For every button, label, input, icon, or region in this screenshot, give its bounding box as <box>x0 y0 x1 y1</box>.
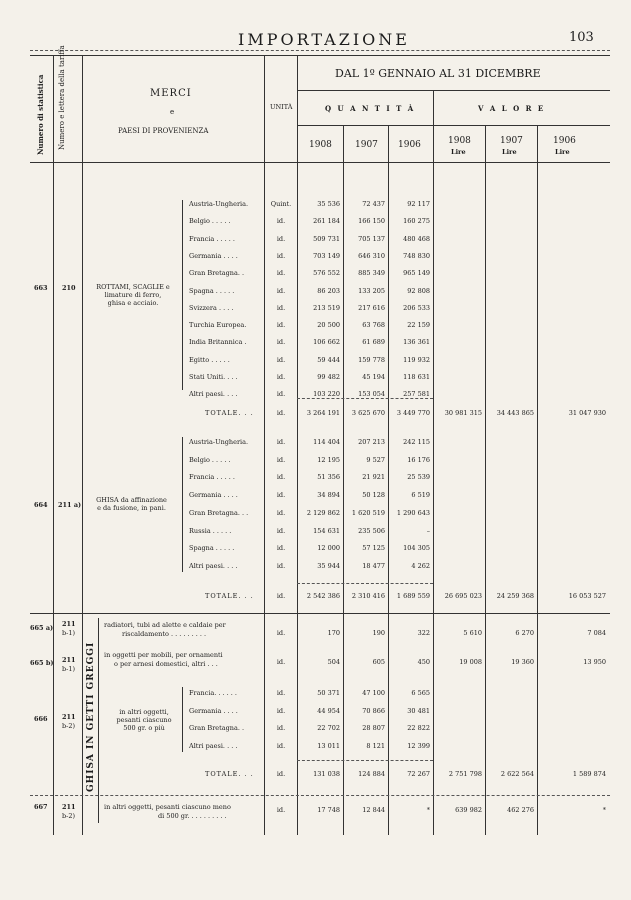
country-name: Egitto . . . . . <box>189 355 230 364</box>
desc-line: GHISA da affinazione <box>96 496 167 504</box>
total-q1906: 72 267 <box>407 770 430 778</box>
qty-1906: 748 830 <box>403 251 430 260</box>
country-name: Francia . . . . . <box>189 234 235 243</box>
unit-cell: id. <box>276 251 286 260</box>
qty-1907: 235 506 <box>358 526 385 535</box>
qty-1906: 6 519 <box>411 491 430 500</box>
unit-cell: id. <box>276 629 286 637</box>
value-q1907: 190 <box>372 629 385 637</box>
col-rule <box>343 125 344 835</box>
unit-cell: id. <box>276 455 286 464</box>
lire-label: Lire <box>555 148 570 156</box>
unit-cell: id. <box>276 491 286 500</box>
unit-cell: id. <box>276 269 286 278</box>
qty-1907: 45 194 <box>362 373 385 381</box>
year-q-1907: 1907 <box>355 140 378 150</box>
qty-1907: 217 616 <box>358 303 385 312</box>
brace <box>182 200 183 390</box>
page-number: 103 <box>569 30 594 45</box>
header-rule <box>30 50 610 51</box>
year-v-1906: 1906 <box>553 136 576 146</box>
unit-cell: id. <box>276 355 286 364</box>
country-name: Francia. . . . . . <box>189 689 238 697</box>
desc-line: riscaldamento . . . . . . . . . <box>122 630 207 638</box>
qty-1908: 576 552 <box>313 269 340 278</box>
qty-1906: 965 149 <box>403 269 430 278</box>
country-name: Belgio . . . . . <box>189 455 231 464</box>
desc-line: o per arnesi domestici, altri . . . <box>114 660 218 668</box>
subtotal-rule <box>297 760 433 761</box>
qty-1906: 160 275 <box>403 217 430 226</box>
unit-cell: id. <box>276 658 286 666</box>
qty-1908: 103 220 <box>313 390 340 399</box>
qty-1907: 646 310 <box>358 251 385 260</box>
goods-desc <box>104 803 231 821</box>
qty-1907: 159 778 <box>358 355 385 364</box>
value-q1908: 170 <box>327 629 340 637</box>
total-label: TOTALE. . . <box>205 770 254 778</box>
goods-desc <box>104 621 226 639</box>
col-unit: UNITÀ <box>270 103 293 111</box>
stat-number: 663 <box>34 284 48 292</box>
value-q1907: 605 <box>372 658 385 666</box>
qty-1906: 118 631 <box>403 373 430 381</box>
qty-1906: 480 468 <box>403 234 430 243</box>
qty-1906: 92 117 <box>407 200 430 208</box>
qty-1906: 257 581 <box>403 390 430 399</box>
qty-1907: 61 689 <box>362 338 385 347</box>
desc-line: pesanti ciascuno <box>116 716 172 724</box>
ghisa-vertical-label: GHISA IN GETTI GREGGI <box>86 641 96 792</box>
value-v1908: 19 008 <box>459 658 482 666</box>
tariff-number: 211 a) <box>58 501 82 509</box>
year-q-1908: 1908 <box>309 140 332 150</box>
qty-1908: 35 944 <box>317 561 340 570</box>
period-rule <box>297 90 610 91</box>
qty-1908: 509 731 <box>313 234 340 243</box>
tariff-number: 211 <box>62 656 76 664</box>
total-q1906: 1 689 559 <box>396 592 430 600</box>
country-name: India Britannica . <box>189 338 247 347</box>
country-name: Gran Bretagna. . <box>189 269 245 278</box>
country-name: Germania . . . . <box>189 251 238 260</box>
qty-1907: 47 100 <box>362 689 385 697</box>
desc-line: ROTTAMI, SCAGLIE e <box>96 283 170 291</box>
unit-cell: id. <box>276 321 286 330</box>
qty-1908: 261 184 <box>313 217 340 226</box>
value-q1908: 17 748 <box>317 806 340 814</box>
goods-desc <box>104 651 223 669</box>
qty-1906: 242 115 <box>403 438 430 446</box>
qty-1906: 30 481 <box>407 706 430 715</box>
total-label: TOTALE. . . <box>205 409 254 417</box>
country-name: Svizzera . . . . <box>189 303 234 312</box>
value-v1906: * <box>602 806 606 814</box>
qty-1907: 133 205 <box>358 286 385 295</box>
unit-cell: id. <box>276 409 286 417</box>
desc-line: radiatori, tubi ad alette e caldaie per <box>104 621 226 629</box>
unit-cell: id. <box>276 390 286 399</box>
unit-cell: id. <box>276 438 286 446</box>
country-name: Gran Bretagna. . <box>189 724 245 733</box>
country-name: Stati Uniti. . . . <box>189 373 238 381</box>
qty-1908: 213 519 <box>313 303 340 312</box>
col-rule <box>53 55 54 835</box>
desc-line: ghisa e acciaio. <box>107 299 159 307</box>
tariff-letter: b-2) <box>62 722 76 730</box>
goods-desc <box>88 283 178 307</box>
desc-line: 500 gr. o più <box>123 724 165 732</box>
year-q-1906: 1906 <box>398 140 421 150</box>
total-label: TOTALE. . . <box>205 592 254 600</box>
value-v1907: 19 360 <box>511 658 534 666</box>
country-name: Spagna . . . . . <box>189 544 235 553</box>
col-goods-e: e <box>170 108 175 116</box>
value-v1907: 462 276 <box>507 806 534 814</box>
total-v1908: 26 695 023 <box>444 592 482 600</box>
qty-1908: 50 371 <box>317 689 340 697</box>
qty-1908: 51 356 <box>317 473 340 482</box>
qty-1906: 92 808 <box>407 286 430 295</box>
value-q1907: 12 844 <box>362 806 385 814</box>
value-v1907: 6 270 <box>515 629 534 637</box>
qty-1906: 206 533 <box>403 303 430 312</box>
tariff-letter: b-2) <box>62 812 76 820</box>
total-v1908: 30 981 315 <box>444 409 482 417</box>
qty-1906: 104 305 <box>403 544 430 553</box>
unit-cell: id. <box>276 770 286 778</box>
qty-1907: 70 866 <box>362 706 385 715</box>
unit-cell: id. <box>276 544 286 553</box>
qty-1908: 703 149 <box>313 251 340 260</box>
desc-line: in altri oggetti, <box>119 708 169 716</box>
qty-1907: 885 349 <box>358 269 385 278</box>
desc-line: di 500 gr. . . . . . . . . . <box>158 812 227 820</box>
qty-1907: 153 054 <box>358 390 385 399</box>
tariff-number: 211 <box>62 620 76 628</box>
qty-1907: 72 437 <box>362 200 385 208</box>
qty-1906: 119 932 <box>403 355 430 364</box>
qty-1907: 9 527 <box>366 455 385 464</box>
qty-1908: 12 195 <box>317 455 340 464</box>
table-top-rule <box>30 55 610 56</box>
unit-cell: id. <box>276 303 286 312</box>
subtotal-rule <box>297 583 433 584</box>
quantity-label: Q U A N T I T À <box>325 104 416 113</box>
stat-number: 665 b) <box>30 659 54 667</box>
qty-1908: 13 011 <box>317 742 340 751</box>
col-rule <box>537 125 538 835</box>
value-label: V A L O R E <box>478 104 546 113</box>
country-name: Altri paesi. . . . <box>189 390 238 399</box>
qty-1908: 99 482 <box>317 373 340 381</box>
total-v1907: 24 259 368 <box>496 592 534 600</box>
brace <box>182 437 183 572</box>
total-q1907: 124 884 <box>358 770 385 778</box>
country-name: Spagna . . . . . <box>189 286 235 295</box>
qty-1907: 1 620 519 <box>351 508 385 517</box>
qty-1907: 63 768 <box>362 321 385 330</box>
qty-1908: 22 702 <box>317 724 340 733</box>
unit-cell: id. <box>276 373 286 381</box>
qty-1907: 8 121 <box>366 742 385 751</box>
brace <box>98 618 99 823</box>
col-goods: MERCI <box>150 88 192 99</box>
qty-1907: 50 128 <box>362 491 385 500</box>
brace <box>182 687 183 752</box>
unit-cell: id. <box>276 689 286 697</box>
unit-cell: Quint. <box>270 200 292 208</box>
tariff-number: 211 <box>62 803 76 811</box>
total-q1908: 2 542 386 <box>306 592 340 600</box>
lire-label: Lire <box>502 148 517 156</box>
unit-cell: id. <box>276 526 286 535</box>
goods-desc <box>112 708 176 732</box>
qv-rule <box>297 125 610 126</box>
unit-cell: id. <box>276 706 286 715</box>
value-q1906: 450 <box>417 658 430 666</box>
qty-1908: 20 500 <box>317 321 340 330</box>
unit-cell: id. <box>276 806 286 814</box>
section-rule <box>30 613 610 614</box>
total-v1906: 1 589 874 <box>572 770 606 778</box>
desc-line: e da fusione, in pani. <box>97 504 166 512</box>
tariff-line: Numero e lettera della tariffa <box>58 45 66 150</box>
unit-cell: id. <box>276 473 286 482</box>
qty-1907: 705 137 <box>358 234 385 243</box>
country-name: Germania . . . . <box>189 491 238 500</box>
subtotal-rule <box>297 398 433 399</box>
total-v1906: 31 047 930 <box>568 409 606 417</box>
total-q1908: 3 264 191 <box>306 409 340 417</box>
stat-number: 665 a) <box>30 624 54 632</box>
total-q1907: 3 625 670 <box>351 409 385 417</box>
year-v-1908: 1908 <box>448 136 471 146</box>
col-rule <box>485 125 486 835</box>
value-v1906: 7 084 <box>587 629 606 637</box>
header-bottom-rule <box>30 162 610 163</box>
period-label: DAL 1º GENNAIO AL 31 DICEMBRE <box>335 67 541 80</box>
qty-1907: 28 807 <box>362 724 385 733</box>
value-q1908: 504 <box>327 658 340 666</box>
lire-label: Lire <box>451 148 466 156</box>
qty-1908: 114 404 <box>313 438 340 446</box>
value-q1906: * <box>426 806 430 814</box>
col-rule <box>388 125 389 835</box>
stat-number: 666 <box>34 715 48 723</box>
qty-1908: 34 894 <box>317 491 340 500</box>
desc-line: in oggetti per mobili, per ornamenti <box>104 651 223 659</box>
qty-1908: 86 203 <box>317 286 340 295</box>
col-stat-number: Numero di statistica <box>36 74 45 155</box>
col-origin: PAESI DI PROVENIENZA <box>118 127 209 135</box>
country-name: Turchia Europea. <box>189 321 247 330</box>
qty-1906: 1 290 643 <box>396 508 430 517</box>
tariff-number: 210 <box>62 284 76 292</box>
qty-1906: 16 176 <box>407 455 430 464</box>
goods-desc <box>84 496 179 512</box>
country-name: Altri paesi. . . . <box>189 561 238 570</box>
stat-number: 664 <box>34 501 48 509</box>
unit-cell: id. <box>276 234 286 243</box>
qty-1907: 207 213 <box>358 438 385 446</box>
value-q1906: 322 <box>417 629 430 637</box>
qty-1907: 21 921 <box>362 473 385 482</box>
country-name: Russia . . . . . <box>189 526 232 535</box>
total-v1908: 2 751 798 <box>448 770 482 778</box>
country-name: Germania . . . . <box>189 706 238 715</box>
total-q1906: 3 449 770 <box>396 409 430 417</box>
tariff-letter: b-1) <box>62 665 76 673</box>
col-rule <box>433 90 434 835</box>
qty-1908: 44 954 <box>317 706 340 715</box>
qty-1906: 136 361 <box>403 338 430 347</box>
qty-1906: 22 159 <box>407 321 430 330</box>
unit-cell: id. <box>276 286 286 295</box>
desc-line: limature di ferro, <box>104 291 162 299</box>
country-name: Gran Bretagna. . . <box>189 508 249 517</box>
qty-1906: 4 262 <box>411 561 430 570</box>
qty-1907: 166 150 <box>358 217 385 226</box>
unit-cell: id. <box>276 561 286 570</box>
unit-cell: id. <box>276 724 286 733</box>
stat-number: 667 <box>34 803 48 811</box>
col-rule <box>82 55 83 835</box>
qty-1906: 12 399 <box>407 742 430 751</box>
total-v1907: 2 622 564 <box>500 770 534 778</box>
page-title: IMPORTAZIONE <box>238 30 410 49</box>
value-v1908: 639 982 <box>455 806 482 814</box>
value-v1908: 5 610 <box>463 629 482 637</box>
total-q1908: 131 038 <box>313 770 340 778</box>
country-name: Austria-Ungheria. <box>189 438 249 446</box>
country-name: Francia . . . . . <box>189 473 235 482</box>
tariff-letter: b-1) <box>62 629 76 637</box>
qty-1908: 106 662 <box>313 338 340 347</box>
qty-1908: 12 000 <box>317 544 340 553</box>
year-v-1907: 1907 <box>500 136 523 146</box>
col-tariff-number <box>58 45 67 150</box>
col-rule <box>297 55 298 835</box>
total-v1906: 16 053 527 <box>568 592 606 600</box>
unit-cell: id. <box>276 592 286 600</box>
qty-1906: 6 565 <box>411 689 430 697</box>
total-v1907: 34 443 865 <box>496 409 534 417</box>
qty-1906: – <box>426 526 430 535</box>
unit-cell: id. <box>276 508 286 517</box>
section-rule <box>30 795 610 796</box>
qty-1908: 2 129 862 <box>306 508 340 517</box>
unit-cell: id. <box>276 338 286 347</box>
unit-cell: id. <box>276 742 286 751</box>
qty-1908: 59 444 <box>317 355 340 364</box>
qty-1907: 18 477 <box>362 561 385 570</box>
qty-1906: 25 539 <box>407 473 430 482</box>
qty-1907: 57 125 <box>362 544 385 553</box>
qty-1908: 35 536 <box>317 200 340 208</box>
total-q1907: 2 310 416 <box>351 592 385 600</box>
qty-1906: 22 822 <box>407 724 430 733</box>
qty-1908: 154 631 <box>313 526 340 535</box>
unit-cell: id. <box>276 217 286 226</box>
country-name: Austria-Ungheria. <box>189 200 249 208</box>
country-name: Belgio . . . . . <box>189 217 231 226</box>
tariff-number: 211 <box>62 713 76 721</box>
country-name: Altri paesi. . . . <box>189 742 238 751</box>
value-v1906: 13 950 <box>583 658 606 666</box>
desc-line: in altri oggetti, pesanti ciascuno meno <box>104 803 231 811</box>
